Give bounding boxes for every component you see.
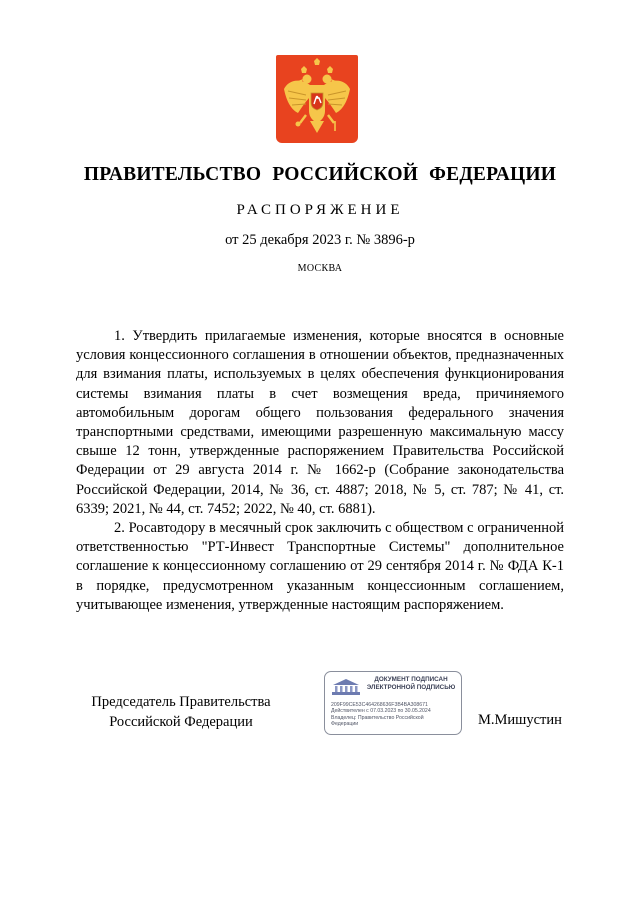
stamp-title-line-1: ДОКУМЕНТ ПОДПИСАН: [374, 676, 448, 683]
document-type: РАСПОРЯЖЕНИЕ: [236, 202, 404, 218]
document-body: [76, 327, 564, 615]
stamp-title-line-2: ЭЛЕКТРОННОЙ ПОДПИСЬЮ: [366, 684, 456, 691]
paragraph-2: 2. Росавтодору в месячный срок заключить с обществом с ограниченной ответственностью "РТ-Инвест Транспортные Системы" дополнительное соглашение к концессионному соглашению от 29 сентября 2014 г. № ФДА К-1 в порядке, предусмотренном указанным концессионным соглашением, учитывающее изменения, утвержденные настоящим распоряжением.: [76, 520, 564, 613]
stamp-owner-line-1: Владелец: Правительство Российской: [331, 714, 424, 721]
building-icon: [331, 678, 361, 696]
stamp-owner-line-2: Федерации: [331, 721, 359, 728]
paragraph-1: 1. Утвердить прилагаемые изменения, которые вносятся в основные условия концессионного соглашения в отношении объектов, предназначенных для взимания платы, используемых в целях обеспечения функционирования системы взимания платы в счет возмещения вреда, причиняемого автомобильным дорогам общего пользования федерального значения транспортными средствами, имеющими разрешенную максимальную массу свыше 12 тонн, утвержденные распоряжением Правительства Российской Федерации от 29 августа 2014 г. № 1662-р (Собрание законодательства Российской Федерации, 2014, № 36, ст. 4887; 2018, № 5, ст. 787; № 41, ст. 6339; 2021, № 44, ст. 7452; 2022, № 40, ст. 6881).: [76, 328, 564, 517]
signer-name: М.Мишустин: [478, 712, 562, 728]
city-name: МОСКВА: [297, 263, 343, 274]
stamp-details: [331, 702, 459, 728]
signer-position: [76, 693, 286, 732]
signer-position-line-1: Председатель Правительства: [91, 694, 271, 710]
stamp-validity: Действителен с 07.03.2023 по 30.05.2024: [331, 708, 431, 715]
stamp-title: [363, 676, 459, 692]
coat-of-arms-emblem: [276, 55, 358, 143]
government-title: ПРАВИТЕЛЬСТВО РОССИЙСКОЙ ФЕДЕРАЦИИ: [83, 164, 557, 185]
signer-position-line-2: Российской Федерации: [109, 713, 253, 730]
electronic-signature-stamp: [324, 671, 462, 735]
double-headed-eagle-icon: [276, 55, 358, 143]
document-date-number: от 25 декабря 2023 г. № 3896-р: [225, 232, 415, 248]
stamp-serial: 209F99CE53C464268636F3B4BA308671: [331, 702, 428, 708]
